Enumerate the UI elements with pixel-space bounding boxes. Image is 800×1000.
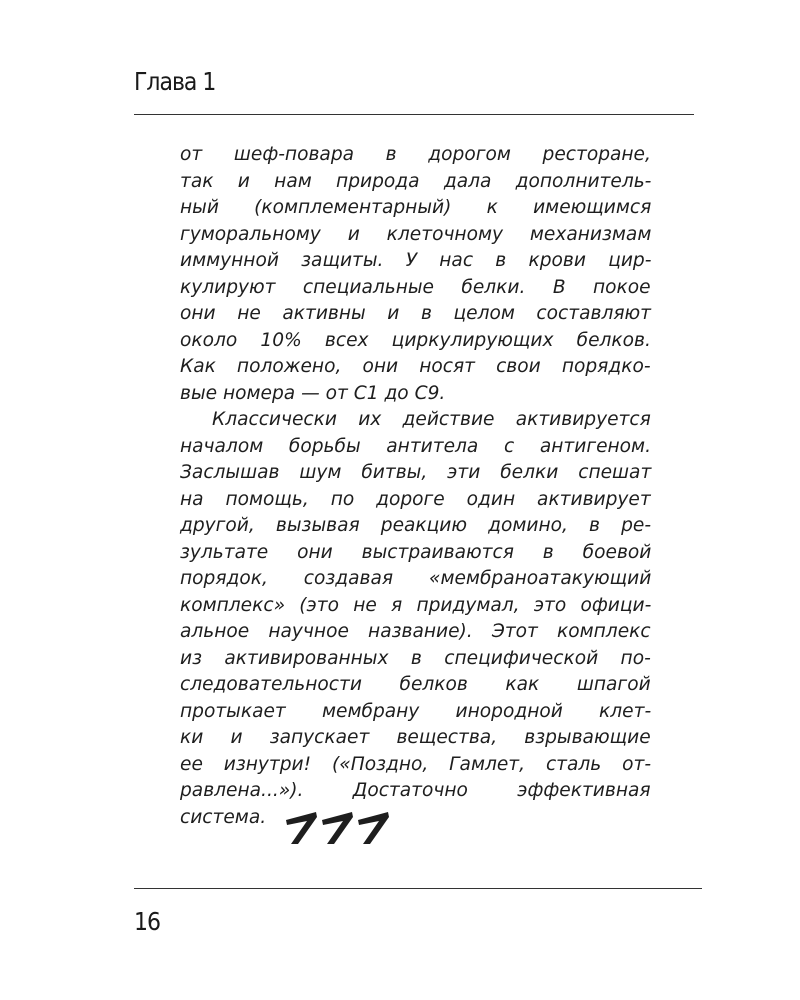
header-rule <box>134 114 694 115</box>
text-line: из активированных в специфической по- <box>180 647 651 669</box>
page-number: 16 <box>134 908 160 937</box>
text-line: система. <box>180 806 267 828</box>
text-line: иммунной защиты. У нас в крови цир- <box>180 250 652 271</box>
text-line: Как положено, они носят свои порядко- <box>180 356 651 377</box>
text-line: ее изнутри! («Поздно, Гамлет, сталь от- <box>180 753 652 775</box>
text-line: протыкает мембрану инородной клет- <box>180 700 652 722</box>
text-line: они не активны и в целом составляют <box>180 303 651 324</box>
text-line: зультате они выстраиваются в боевой <box>180 541 652 563</box>
text-line: комплекс» (это не я придумал, это офици- <box>180 594 652 616</box>
section-end-ornament-icon <box>282 806 394 848</box>
text-line: вые номера — от С1 до С9. <box>180 382 446 404</box>
text-line: альное научное название). Этот комплекс <box>180 621 651 642</box>
text-line: равлена...»). Достаточно эффективная <box>180 780 651 801</box>
text-line: Заслышав шум битвы, эти белки спешат <box>180 462 652 483</box>
text-line: гуморальному и клеточному механизмам <box>180 223 652 245</box>
text-line: кулируют специальные белки. В покое <box>180 276 651 298</box>
text-line: ный (комплементарный) к имеющимся <box>180 197 652 218</box>
text-line: ки и запускает вещества, взрывающие <box>180 727 651 748</box>
text-line: порядок, создавая «мембраноатакующий <box>180 568 652 589</box>
text-line: так и нам природа дала дополнитель- <box>180 170 652 192</box>
body-text <box>180 142 651 831</box>
text-line: следовательности белков как шпагой <box>180 674 651 695</box>
text-line: другой, вызывая реакцию домино, в ре- <box>180 515 652 536</box>
text-line-paragraph-start: Классически их действие активируется <box>212 409 651 430</box>
text-line: началом борьбы антитела с антигеном. <box>180 435 651 457</box>
footer-rule <box>134 888 702 889</box>
running-head-chapter: Глава 1 <box>134 68 216 97</box>
text-line: на помощь, по дороге один активирует <box>180 488 651 510</box>
text-line: около 10% всех циркулирующих белков. <box>180 329 651 351</box>
text-line: от шеф-повара в дорогом ресторане, <box>180 144 651 165</box>
